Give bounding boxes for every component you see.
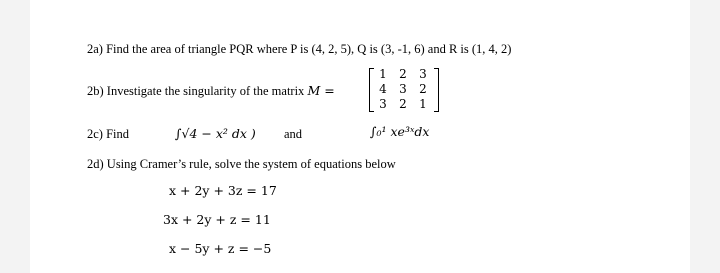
equation-2: 3x + 2y + z = 11: [163, 212, 271, 227]
question-2b: [87, 83, 335, 99]
matrix-cell: 2: [399, 97, 407, 111]
matrix-right-bracket: [434, 68, 439, 112]
matrix-label: M =: [307, 83, 335, 98]
matrix-cell: 4: [379, 82, 387, 96]
matrix-cell: 1: [379, 67, 387, 81]
matrix-cell: 2: [399, 67, 407, 81]
question-2a: 2a) Find the area of triangle PQR where P is (4, 2, 5), Q is (3, -1, 6) and R is (1, 4, 2): [87, 42, 512, 56]
question-2c-and: and: [284, 127, 303, 141]
question-2b-text: 2b) Investigate the singularity of the matrix: [87, 84, 308, 98]
question-2c-label: 2c) Find: [87, 127, 130, 141]
equation-3: x − 5y + z = −5: [169, 241, 272, 256]
matrix-m: [369, 67, 439, 113]
matrix-cell: 3: [379, 97, 387, 111]
matrix-cell: 2: [419, 82, 427, 96]
question-sheet: [30, 0, 690, 273]
integral-sqrt: ∫√4 − x² dx ): [175, 126, 256, 141]
matrix-left-bracket: [369, 68, 374, 112]
matrix-cell: 3: [399, 82, 407, 96]
question-2d: 2d) Using Cramer’s rule, solve the system of equations below: [87, 157, 396, 171]
equation-1: x + 2y + 3z = 17: [169, 183, 277, 198]
matrix-cell: 1: [419, 97, 427, 111]
integral-exp: ∫₀¹ xe³ˣdx: [370, 124, 430, 139]
matrix-cell: 3: [419, 67, 427, 81]
